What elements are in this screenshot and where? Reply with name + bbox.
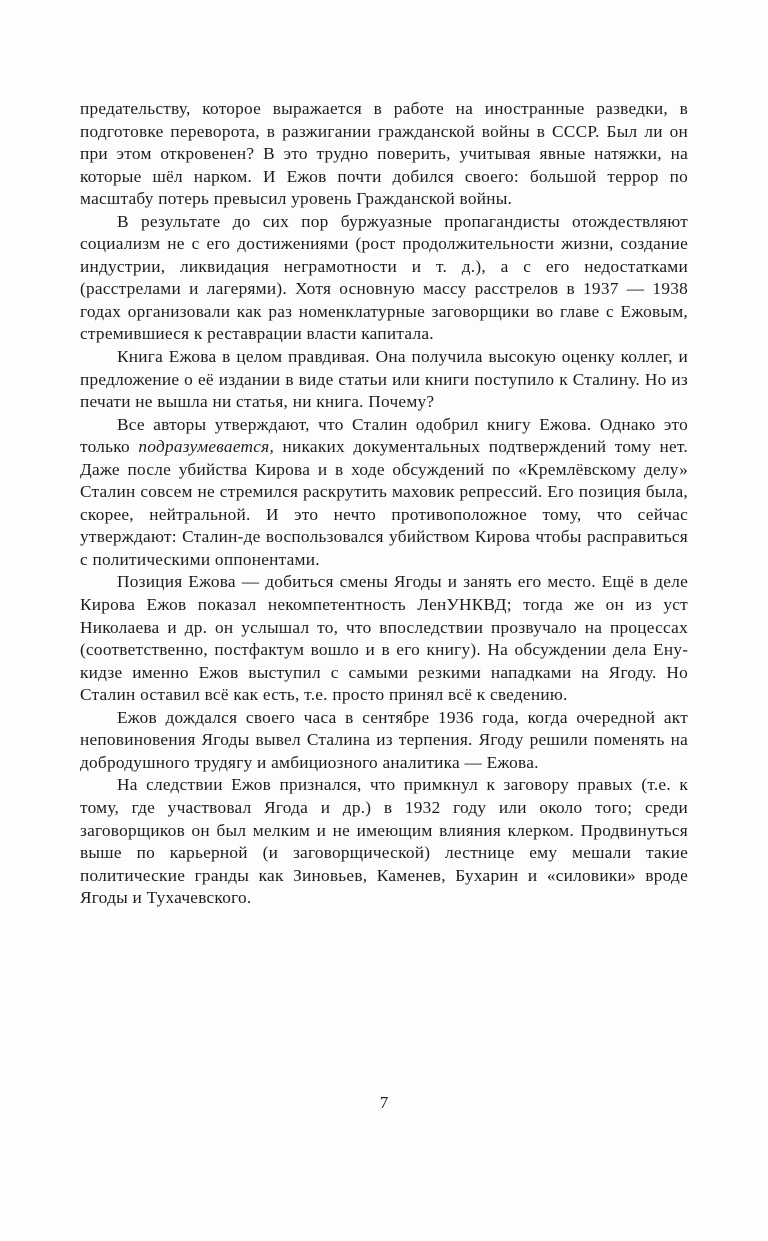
paragraph: На следствии Ежов признался, что примкнул к заговору правых (т.е. к тому, где участвовал Ягода и др.) в 1932 году или около того; среди заговорщиков он был мелким и не имеющим влияния клерком. Продвинуться выше по карьерной (и заговорщической) лестнице ему мешали такие политические гранды как Зиновьев, Каменев, Бухарин и «силовики» вроде Ягоды и Тухачевского. bbox=[80, 775, 688, 908]
paragraph: Ежов дождался своего часа в сентябре 1936 года, когда очередной акт неповиновения Ягоды вывел Сталина из терпения. Ягоду решили поменять на добродушного трудягу и амбициозного аналитика — Ежова. bbox=[80, 707, 688, 772]
paragraph bbox=[80, 414, 688, 572]
page-number: 7 bbox=[379, 1093, 389, 1112]
paragraph: Позиция Ежова — добиться смены Ягоды и занять его место. Ещё в деле Кирова Ежов показал некомпетентность ЛенУНКВД; тогда же он из уст Николаева и др. он услышал то, что впоследствии прозвучало на процессах (соответственно, постфактум вошло и в его книгу). На обсуждении дела Енукидзе именно Ежов выступил с самыми резкими нападками на Ягоду. Но Сталин оставил всё как есть, т.е. просто принял всё к сведению. bbox=[80, 572, 688, 705]
paragraph-text-before-italic: Все авторы утверждают, что Сталин одобрил книгу Ежова. Однако это только bbox=[80, 414, 688, 457]
page-text-block bbox=[80, 98, 688, 910]
paragraph: Книга Ежова в целом правдивая. Она получила высокую оценку коллег, и предложение о её издании в виде статьи или книги поступило к Сталину. Но из печати не вышла ни статья, ни книга. Почему? bbox=[80, 347, 688, 412]
paragraph-text-after-italic: , никаких документальных подтверждений тому нет. Даже после убийства Кирова и в ходе обсуждений по «Кремлёвскому делу» Сталин совсем не стремился раскрутить маховик репрессий. Его позиция была, скорее, нейтральной. И это нечто противоположное тому, что сейчас утверждают: Сталин-де воспользовался убийством Кирова чтобы расправиться с политическими оппонентами. bbox=[80, 437, 688, 569]
paragraph-continuation: предательству, которое выражается в работе на иностранные разведки, в подготовке переворота, в разжигании гражданской войны в СССР. Был ли он при этом откровенен? В это трудно поверить, учитывая явные натяжки, на которые шёл нарком. И Ежов почти добился своего: большой террор по масштабу потерь превысил уровень Гражданской войны. bbox=[80, 99, 688, 209]
paragraph: В результате до сих пор буржуазные пропагандисты отождествляют социализм не с его достижениями (рост продолжительности жизни, создание индустрии, ликвидация неграмотности и т. д.), а с его недостатками (расстрелами и лагерями). Хотя основную массу расстрелов в 1937 — 1938 годах организовали как раз номенклатурные заговорщики во главе с Ежовым, стремившиеся к реставрации власти капитала. bbox=[80, 211, 688, 344]
italic-word: подразумевается bbox=[138, 437, 270, 457]
